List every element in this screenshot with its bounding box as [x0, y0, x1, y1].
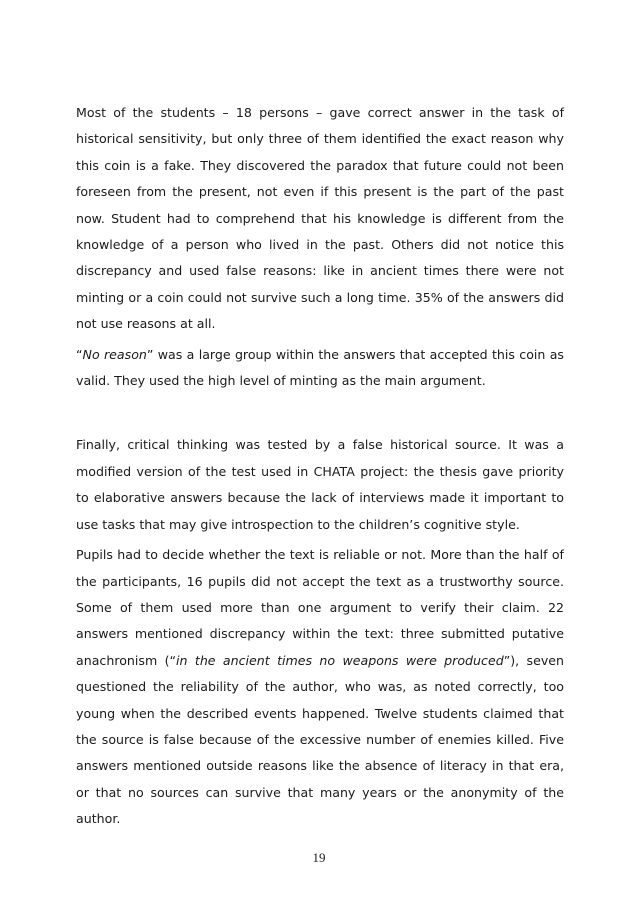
paragraph-pupils-decision: [76, 542, 564, 832]
paragraph-historical-sensitivity: Most of the students – 18 persons – gave correct answer in the task of historical sensitivity, but only three of them identified the exact reason why this coin is a fake. They discovered the paradox that future could not been foreseen from the present, not even if this present is the part of the past now. Student had to comprehend that his knowledge is different from the knowledge of a person who lived in the past. Others did not notice this discrepancy and used false reasons: like in ancient times there were not minting or a coin could not survive such a long time. 35% of the answers did not use reasons at all.: [76, 105, 564, 332]
paragraph-critical-thinking: Finally, critical thinking was tested by a false historical source. It was a modified version of the test used in CHATA project: the thesis gave priority to elaborative answers because the lack of interviews made it important to use tasks that may give introspection to the children’s cognitive style.: [76, 437, 564, 532]
page-number: 19: [312, 850, 326, 865]
italic-anachronism-quote: in the ancient times no weapons were produced: [176, 652, 504, 668]
italic-no-reason: No reason: [82, 346, 147, 362]
body-text: [76, 100, 564, 833]
paragraph-pupils-after: ”), seven questioned the reliability of the author, who was, as noted correctly, too young when the described events happened. Twelve students claimed that the source is false because of the excessive number of enemies killed. Five answers mentioned outside reasons like the absence of literacy in that era, or that no sources can survive that many years or the anonymity of the author.: [76, 652, 564, 827]
open-quote: “: [76, 346, 83, 362]
paragraph-no-reason-rest: ” was a large group within the answers that accepted this coin as valid. They used the high level of minting as the main argument.: [76, 346, 564, 389]
paragraph-no-reason: [76, 342, 564, 395]
paragraph-pupils-before: Pupils had to decide whether the text is reliable or not. More than the half of the participants, 16 pupils did not accept the text as a trustworthy source. Some of them used more than one argument to verify their claim. 22 answers mentioned discrepancy within the text: three submitted putative anachronism (“: [76, 547, 564, 668]
